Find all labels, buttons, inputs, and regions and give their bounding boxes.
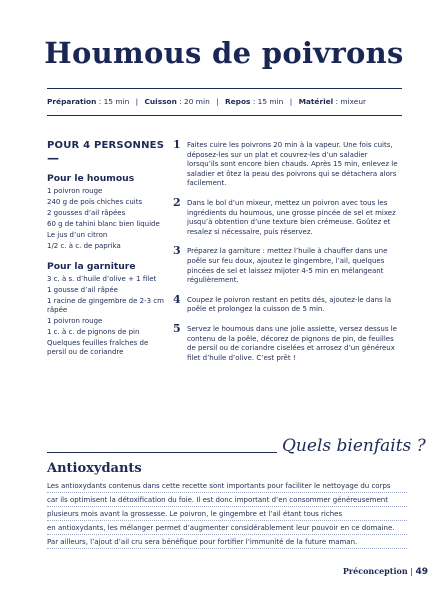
prep-value: : 15 min: [98, 97, 130, 106]
servings-dash: —: [47, 151, 59, 165]
ingredient-item: 1 gousse d’ail râpée: [47, 286, 118, 294]
recipe-meta: [47, 97, 407, 106]
body-line: plusieurs mois avant la grossesse. Le poivron, le gingembre et l’ail étant tous riches: [47, 509, 407, 521]
garniture-heading: Pour la garniture: [47, 261, 136, 272]
ingredient-item: 240 g de pois chiches cuits: [47, 198, 143, 206]
meta-separator: |: [135, 97, 139, 106]
body-line: car ils optimisent la détoxification du foie. Il est donc important d’en consommer généreusement: [47, 495, 407, 507]
step-number: 3: [173, 244, 181, 258]
meta-separator: |: [216, 97, 219, 106]
equipment-value: : mixeur: [335, 97, 367, 106]
meta-underline: [47, 115, 402, 116]
step-4: [173, 292, 401, 315]
body-line: Par ailleurs, l’ajout d’ail cru sera bénéfique pour fortifier l’immunité de la future maman.: [47, 537, 407, 549]
ingredient-item: 1 poivron rouge: [47, 317, 103, 325]
cook-value: : 20 min: [179, 97, 210, 106]
page-footer: [343, 566, 428, 577]
step-5: [173, 321, 401, 363]
prep-label: Préparation: [47, 97, 97, 106]
step-number: 1: [173, 138, 181, 151]
ingredient-item: Quelques feuilles fraîches de persil ou de coriandre: [47, 339, 149, 356]
ingredient-item: 1 c. à c. de pignons de pin: [47, 328, 140, 336]
page-title: Houmous de poivrons: [44, 36, 404, 70]
ingredients-column: [47, 140, 167, 359]
footer-separator: |: [410, 567, 413, 576]
body-line: en antioxydants, les mélanger permet d’augmenter considérablement leur pouvoir en ce domaine.: [47, 523, 407, 535]
title-underline: [47, 88, 402, 89]
houmous-heading: Pour le houmous: [47, 173, 135, 184]
rest-label: Repos: [224, 97, 251, 106]
step-number: 2: [173, 195, 181, 209]
ingredient-item: 3 c. à s. d’huile d’olive + 1 filet: [47, 275, 157, 283]
steps-column: [173, 138, 401, 373]
step-text: Dans le bol d’un mixeur, mettez un poivron avec tous les ingrédients du houmous, une grosse pincée de sel et mixez jusqu’à obtention d’une texture bien crémeuse. Goûtez et resalez si nécessaire, puis réservez.: [187, 198, 396, 236]
servings-heading: POUR 4 PERSONNES: [47, 140, 165, 151]
antioxydants-body: [47, 481, 407, 551]
step-text: Coupez le poivron restant en petits dés, ajoutez-le dans la poêle et prolongez la cuisson de 5 min.: [187, 295, 392, 314]
footer-section: Préconception: [342, 566, 408, 576]
step-text: Faites cuire les poivrons 20 min à la vapeur. Une fois cuits, déposez-les sur un plat et couvrez-les d’un saladier lorsqu’ils sont encore bien chauds. Après 15 min, enlevez le saladier et ôtez la peau des poivrons qui se détachera alors facilement.: [187, 141, 398, 188]
equipment-label: Matériel: [298, 97, 334, 106]
ingredient-item: 1/2 c. à c. de paprika: [47, 242, 121, 250]
step-1: [173, 138, 401, 189]
cook-label: Cuisson: [144, 97, 177, 106]
body-line: Les antioxydants contenus dans cette recette sont importants pour faciliter le nettoyage du corps: [47, 481, 407, 493]
ingredient-item: 1 racine de gingembre de 2-3 cm râpée: [47, 297, 164, 314]
step-2: [173, 195, 401, 237]
step-number: 5: [173, 321, 181, 335]
ingredient-item: 1 poivron rouge: [47, 187, 103, 195]
ingredient-item: 2 gousses d’ail râpées: [47, 209, 126, 217]
step-text: Préparez la garniture : mettez l’huile à chauffer dans une poêle sur feu doux, ajoutez le gingembre, l’ail, quelques pincées de sel et laissez mijoter 4-5 min en mélangeant régulièrement.: [187, 247, 388, 285]
page-number: 49: [415, 567, 428, 577]
rest-value: : 15 min: [252, 97, 284, 106]
step-number: 4: [173, 292, 181, 306]
bienfaits-heading: Quels bienfaits ?: [282, 436, 426, 456]
ingredient-item: 60 g de tahini blanc bien liquide: [47, 220, 160, 228]
step-text: Servez le houmous dans une jolie assiette, versez dessus le contenu de la poêle, décorez de pignons de pin, de feuilles de persil ou de coriandre ciselées et arrosez d’un généreux filet d’huile d’olive. C’est prêt !: [187, 324, 397, 362]
step-3: [173, 244, 401, 285]
bienfaits-rule: [47, 452, 277, 453]
ingredient-item: Le jus d’un citron: [47, 231, 108, 239]
meta-separator: |: [289, 97, 293, 106]
antioxydants-heading: Antioxydants: [47, 461, 142, 476]
